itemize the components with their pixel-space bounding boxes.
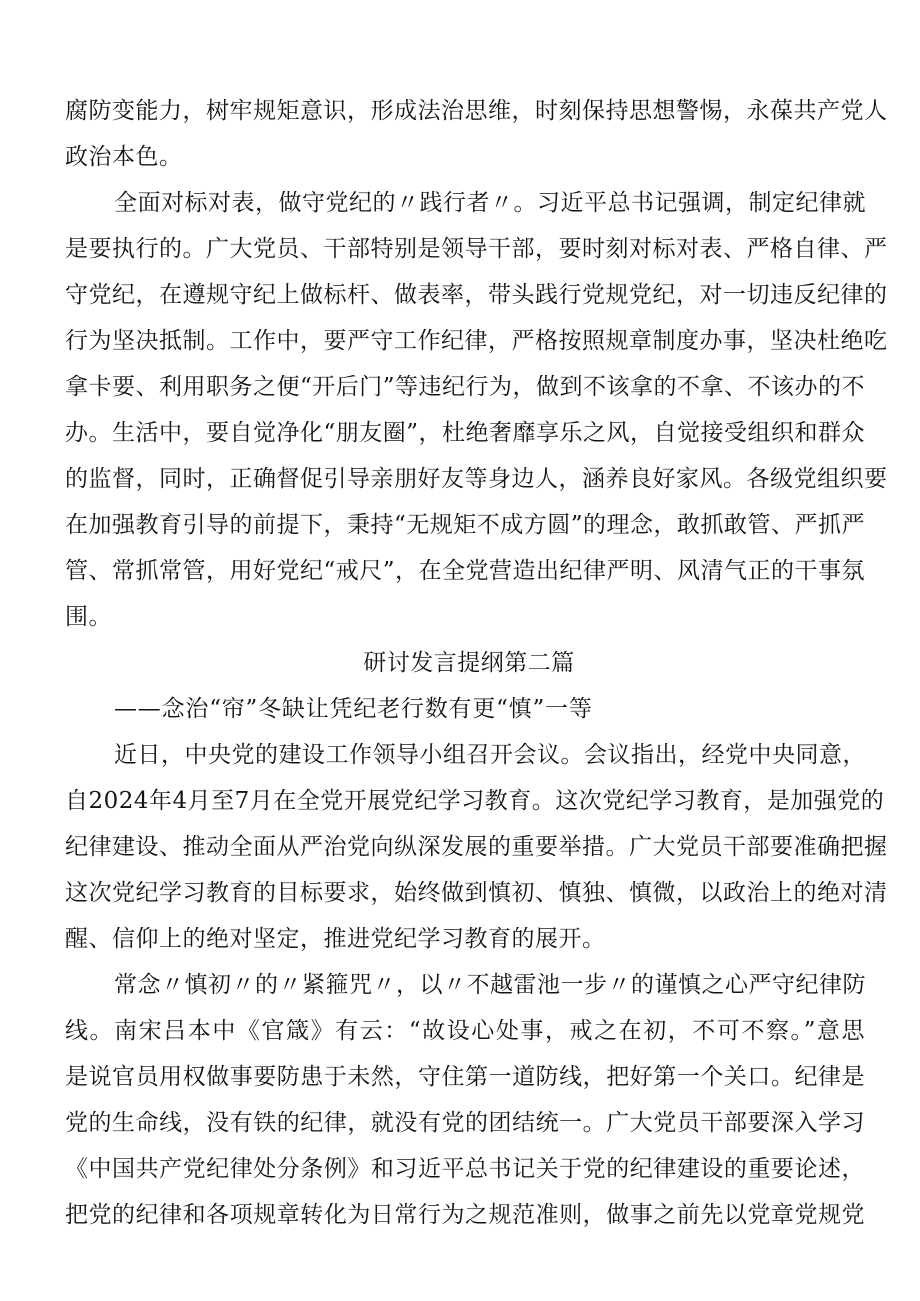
paragraph-line: 围。 [65,604,112,630]
paragraph-line: 把党的纪律和各项规章转化为日常行为之规范准则，做事之前先以党章党规党 [65,1202,865,1228]
paragraph-line: 管、常抓常管，用好党纪“戒尺”，在全党营造出纪律严明、风清气正的干事氛 [65,558,866,584]
paragraph-line: 醒、信仰上的绝对坚定，推进党纪学习教育的展开。 [65,926,606,952]
paragraph-line: 腐防变能力，树牢规矩意识，形成法治思维，时刻保持思想警惕，永葆共产党人 [65,98,888,124]
paragraph-line: 是要执行的。广大党员、干部特别是领导干部，要时刻对标对表、严格自律、严 [65,236,888,262]
section-subtitle: ——念治“帘”冬缺让凭纪老行数有更“慎”一等 [114,696,593,722]
paragraph-line: 在加强教育引导的前提下，秉持“无规矩不成方圆”的理念，敢抓敢管、严抓严 [65,512,866,538]
paragraph-line: 这次党纪学习教育的目标要求，始终做到慎初、慎独、慎微，以政治上的绝对清 [65,880,888,906]
paragraph-line: 是说官员用权做事要防患于未然，守住第一道防线，把好第一个关口。纪律是 [65,1064,865,1090]
paragraph-line: 行为坚决抵制。工作中，要严守工作纪律，严格按照规章制度办事，坚决杜绝吃 [65,328,888,354]
paragraph-line: 纪律建设、推动全面从严治党向纵深发展的重要举措。广大党员干部要准确把握 [65,834,888,860]
paragraph-line: 政治本色。 [65,144,183,170]
paragraph-line: 线。南宋吕本中《官箴》有云：“故设心处事，戒之在初，不可不察。”意思 [65,1018,865,1044]
paragraph-line: 党的生命线，没有铁的纪律，就没有党的团结统一。广大党员干部要深入学习 [65,1110,865,1136]
paragraph-line: 守党纪，在遵规守纪上做标杆、做表率，带头践行党规党纪，对一切违反纪律的 [65,282,888,308]
section-title: 研讨发言提纲第二篇 [363,650,575,676]
paragraph-line: 自2024年4月至7月在全党开展党纪学习教育。这次党纪学习教育，是加强党的 [65,788,885,814]
paragraph-line: 近日，中央党的建设工作领导小组召开会议。会议指出，经党中央同意， [114,742,866,768]
paragraph-line: 的监督，同时，正确督促引导亲朋好友等身边人，涵养良好家风。各级党组织要 [65,466,888,492]
paragraph-line: 常念〃慎初〃的〃紧箍咒〃，以〃不越雷池一步〃的谨慎之心严守纪律防 [114,972,866,998]
document-body [65,88,888,1238]
paragraph-line: 拿卡要、利用职务之便“开后门”等违纪行为，做到不该拿的不拿、不该办的不 [65,374,866,400]
paragraph-line: 办。生活中，要自觉净化“朋友圈”，杜绝奢靡享乐之风，自觉接受组织和群众 [65,420,866,446]
paragraph-line: 全面对标对表，做守党纪的〃践行者〃。习近平总书记强调，制定纪律就 [114,190,866,216]
paragraph-line: 《中国共产党纪律处分条例》和习近平总书记关于党的纪律建设的重要论述， [65,1156,865,1182]
